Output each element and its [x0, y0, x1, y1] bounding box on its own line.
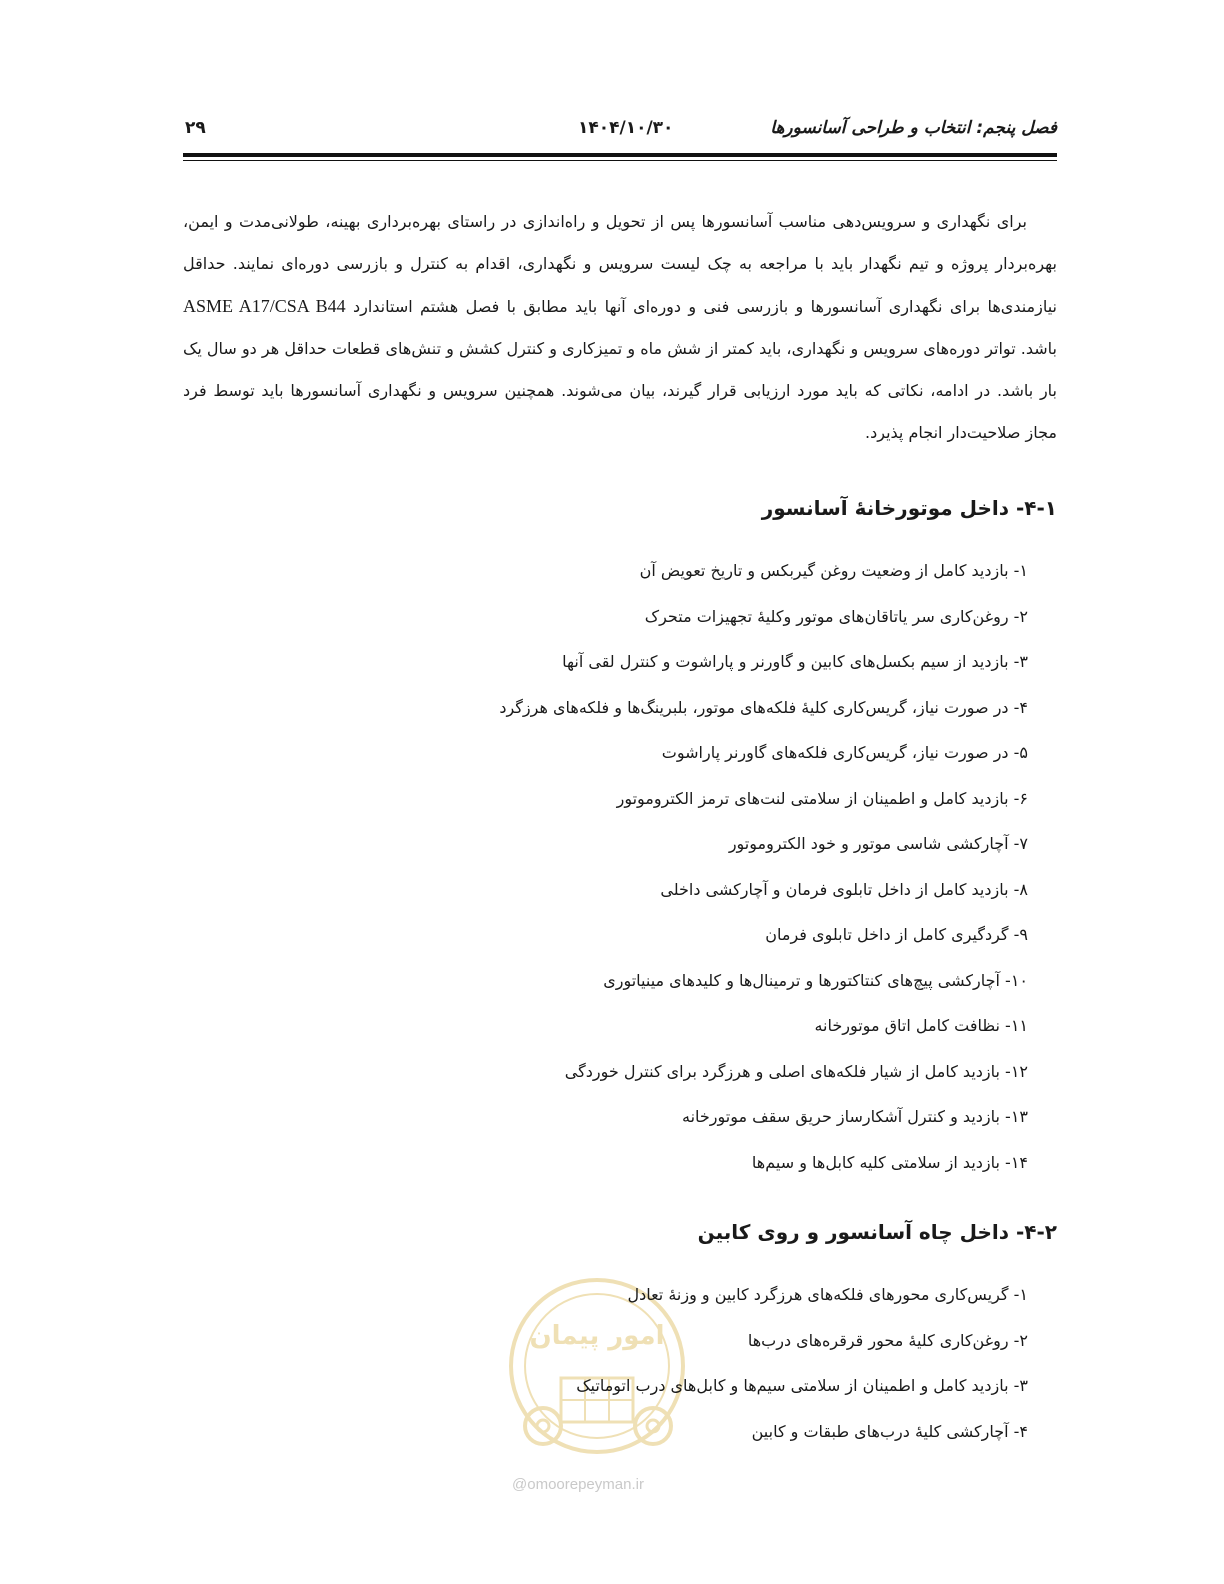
- intro-text-before: برای نگهداری و سرویس‌دهی مناسب آسانسورها پس از تحویل و راه‌اندازی در راستای بهره‌برداری بهینه، طولانی‌مدت و ایمن، بهره‌بردار پروژه و تیم نگهدار باید با مراجعه به چک لیست سرویس و نگهداری، اقدام به کنترل و بازرسی دوره‌ای نمایند. حداقل نیازمندی‌ها برای نگهداری آسانسورها و بازرسی فنی و دوره‌ای آنها باید مطابق با فصل هشتم استاندارد: [183, 212, 1058, 316]
- intro-text-after: باشد. تواتر دوره‌های سرویس و نگهداری، باید کمتر از شش ماه و تمیزکاری و کنترل کشش و تنش‌های قطعات حداقل هر دو سال یک بار باشد. در ادامه، نکاتی که باید مورد ارزیابی قرار گیرند، بیان می‌شوند. همچنین سرویس و نگهداری آسانسورها باید توسط فرد مجاز صلاحیت‌دار انجام پذیرد.: [183, 339, 1057, 442]
- page-number: ۲۹: [185, 118, 206, 138]
- header-date: ۱۴۰۴/۱۰/۳۰: [578, 118, 674, 138]
- watermark-site: @omoorepeyman.ir: [512, 1476, 644, 1493]
- watermark-logo-text: امور پیمان: [529, 1321, 665, 1351]
- list-item: ۱۴- بازدید از سلامتی کلیه کابل‌ها و سیم‌ها: [751, 1152, 1028, 1172]
- list-item: ۱- گریس‌کاری محورهای فلکه‌های هرزگرد کابین و وزنهٔ تعادل: [627, 1285, 1028, 1304]
- list-item: ۱۰- آچارکشی پیچ‌های کنتاکتورها و ترمینال‌ها و کلیدهای مینیاتوری: [603, 970, 1028, 990]
- standard-name: ASME A17/CSA B44: [183, 296, 346, 316]
- list-item: ۱۱- نظافت کامل اتاق موتورخانه: [814, 1016, 1028, 1035]
- header-rule-thin: [183, 160, 1057, 161]
- list-item: ۸- بازدید کامل از داخل تابلوی فرمان و آچارکشی داخلی: [660, 879, 1028, 899]
- list-item: ۱۲- بازدید کامل از شیار فلکه‌های اصلی و هرزگرد برای کنترل خوردگی: [564, 1061, 1028, 1081]
- shaft-checklist: [576, 1272, 1028, 1454]
- list-item: ۲- روغن‌کاری کلیهٔ محور قرقره‌های درب‌ها: [747, 1330, 1028, 1350]
- list-item: ۹- گردگیری کامل از داخل تابلوی فرمان: [765, 925, 1028, 944]
- list-item: ۱- بازدید کامل از وضعیت روغن گیربکس و تاریخ تعویض آن: [639, 561, 1028, 580]
- list-item: ۳- بازدید از سیم بکسل‌های کابین و گاورنر و پاراشوت و کنترل لقی آنها: [562, 652, 1028, 671]
- header-rule-thick: [183, 153, 1057, 157]
- list-item: ۲- روغن‌کاری سر یاتاقان‌های موتور وکلیهٔ تجهیزات متحرک: [644, 606, 1028, 626]
- list-item: ۳- بازدید کامل و اطمینان از سلامتی سیم‌ها و کابل‌های درب اتوماتیک: [576, 1376, 1028, 1395]
- list-item: ۱۳- بازدید و کنترل آشکارساز حریق سقف موتورخانه: [682, 1107, 1028, 1126]
- section-title-shaft: ۴-۲- داخل چاه آسانسور و روی کابین: [697, 1220, 1057, 1244]
- list-item: ۵- در صورت نیاز، گریس‌کاری فلکه‌های گاورنر پاراشوت: [661, 743, 1028, 762]
- list-item: ۶- بازدید کامل و اطمینان از سلامتی لنت‌های ترمز الکتروموتور: [616, 788, 1028, 808]
- section-title-machine-room: ۴-۱- داخل موتورخانهٔ آسانسور: [761, 496, 1057, 520]
- intro-paragraph: [183, 201, 1057, 454]
- chapter-title: فصل پنجم: انتخاب و طراحی آسانسورها: [770, 118, 1057, 138]
- list-item: ۴- در صورت نیاز، گریس‌کاری کلیهٔ فلکه‌های موتور، بلبرینگ‌ها و فلکه‌های هرزگرد: [499, 697, 1028, 717]
- list-item: ۴- آچارکشی کلیهٔ درب‌های طبقات و کابین: [751, 1421, 1028, 1441]
- page-header: [183, 118, 1057, 144]
- list-item: ۷- آچارکشی شاسی موتور و خود الکتروموتور: [728, 834, 1028, 853]
- machine-room-checklist: [499, 548, 1028, 1185]
